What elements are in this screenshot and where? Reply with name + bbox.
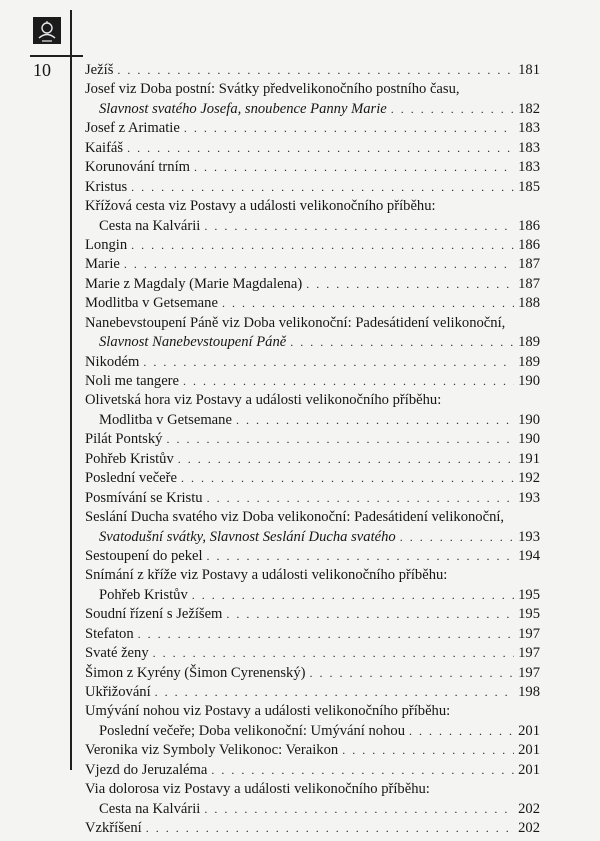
dot-leader xyxy=(236,411,514,430)
entry-title: Svatodušní svátky, Slavnost Seslání Ducha svatého xyxy=(99,528,396,545)
dot-leader xyxy=(226,605,514,624)
entry-page-number: 194 xyxy=(518,547,540,564)
dot-leader xyxy=(211,761,514,780)
entry-title: Vjezd do Jeruzaléma xyxy=(85,761,208,778)
entry-page-number: 183 xyxy=(518,120,540,137)
entry-title: Cesta na Kalvárii xyxy=(99,217,201,234)
entry-page-number: 192 xyxy=(518,470,540,487)
entry-page-number: 186 xyxy=(518,236,540,253)
horizontal-rule xyxy=(30,55,83,57)
entry-page-number: 190 xyxy=(518,411,540,428)
entry-title: Veronika viz Symboly Velikonoc: Veraikon xyxy=(85,742,339,759)
entry-page-number: 189 xyxy=(518,334,540,351)
dot-leader xyxy=(146,819,514,838)
dot-leader xyxy=(155,683,514,702)
entry-title: Ježíš xyxy=(85,62,114,78)
entry-title: Poslední večeře xyxy=(85,470,177,487)
entry-title: Ukřižování xyxy=(85,684,151,700)
index-entry xyxy=(85,761,540,780)
entry-page-number: 202 xyxy=(518,820,540,837)
dot-leader xyxy=(207,489,515,508)
dot-leader xyxy=(204,800,514,819)
entry-page-number: 197 xyxy=(518,664,540,681)
index-entry xyxy=(85,372,540,391)
entry-page-number: 195 xyxy=(518,606,540,623)
index-entry xyxy=(85,119,540,138)
entry-page-number: 198 xyxy=(518,684,540,700)
entry-title: Slavnost svatého Josefa, snoubence Panny Marie xyxy=(99,100,387,117)
index-entry xyxy=(85,780,540,799)
index-entry xyxy=(85,391,540,410)
index-entry xyxy=(85,644,540,663)
entry-title: Sestoupení do pekel xyxy=(85,547,203,564)
dot-leader xyxy=(117,61,514,80)
index-list xyxy=(85,61,540,839)
index-entry xyxy=(85,100,540,119)
dot-leader xyxy=(127,139,514,158)
entry-title: Cesta na Kalvárii xyxy=(99,800,201,817)
entry-page-number: 182 xyxy=(518,100,540,117)
dot-leader xyxy=(194,158,514,177)
dot-leader xyxy=(391,100,514,119)
dot-leader xyxy=(138,625,514,644)
entry-title: Josef z Arimatie xyxy=(85,120,180,137)
index-entry xyxy=(85,333,540,352)
dot-leader xyxy=(153,644,514,663)
entry-title: Pohřeb Kristův xyxy=(99,586,188,603)
entry-title: Stefaton xyxy=(85,625,134,642)
dot-leader xyxy=(400,528,514,547)
entry-page-number: 202 xyxy=(518,800,540,817)
index-entry xyxy=(85,353,540,372)
entry-page-number: 185 xyxy=(518,178,540,195)
entry-page-number: 191 xyxy=(518,450,540,467)
index-entry xyxy=(85,508,540,527)
entry-title: Korunování trním xyxy=(85,159,190,176)
entry-page-number: 188 xyxy=(518,295,540,312)
index-entry xyxy=(85,683,540,702)
index-entry xyxy=(85,605,540,624)
index-entry xyxy=(85,294,540,313)
index-entry xyxy=(85,430,540,449)
index-entry xyxy=(85,741,540,760)
entry-page-number: 187 xyxy=(518,256,540,273)
dot-leader xyxy=(131,178,514,197)
index-entry xyxy=(85,178,540,197)
dot-leader xyxy=(290,333,514,352)
index-entry xyxy=(85,702,540,721)
index-entry xyxy=(85,469,540,488)
entry-title: Josef viz Doba postní: Svátky předvelikonočního postního času, xyxy=(85,81,460,98)
index-entry xyxy=(85,139,540,158)
index-entry xyxy=(85,800,540,819)
dot-leader xyxy=(181,469,514,488)
index-entry xyxy=(85,217,540,236)
dot-leader xyxy=(204,217,514,236)
entry-title: Kristus xyxy=(85,178,128,195)
entry-title: Soudní řízení s Ježíšem xyxy=(85,606,223,623)
entry-title: Modlitba v Getsemane xyxy=(99,411,232,428)
entry-title: Kaifáš xyxy=(85,139,124,156)
entry-title: Nanebevstoupení Páně viz Doba velikonoční: Padesátidení velikonoční, xyxy=(85,314,506,331)
entry-page-number: 183 xyxy=(518,159,540,176)
index-entry xyxy=(85,411,540,430)
dot-leader xyxy=(143,353,514,372)
index-entry xyxy=(85,819,540,838)
entry-title: Umývání nohou viz Postavy a události velikonočního příběhu: xyxy=(85,703,451,720)
dot-leader xyxy=(306,275,514,294)
page-number: 10 xyxy=(33,60,51,80)
index-entry xyxy=(85,566,540,585)
entry-title: Svaté ženy xyxy=(85,645,149,662)
index-entry xyxy=(85,664,540,683)
index-entry xyxy=(85,450,540,469)
dot-leader xyxy=(178,450,514,469)
entry-page-number: 181 xyxy=(518,62,540,78)
entry-title: Pilát Pontský xyxy=(85,431,163,448)
entry-title: Marie xyxy=(85,256,120,273)
publisher-logo-icon xyxy=(33,17,61,44)
dot-leader xyxy=(124,255,514,274)
vertical-rule xyxy=(70,10,72,770)
entry-title: Marie z Magdaly (Marie Magdalena) xyxy=(85,275,303,292)
entry-title: Posmívání se Kristu xyxy=(85,489,203,506)
index-entry xyxy=(85,275,540,294)
entry-title: Olivetská hora viz Postavy a události velikonočního příběhu: xyxy=(85,392,442,409)
index-entry xyxy=(85,158,540,177)
entry-page-number: 190 xyxy=(518,431,540,448)
index-entry xyxy=(85,61,540,80)
index-entry xyxy=(85,197,540,216)
entry-title: Noli me tangere xyxy=(85,373,180,389)
index-entry xyxy=(85,586,540,605)
entry-page-number: 193 xyxy=(518,489,540,506)
entry-title: Šimon z Kyrény (Šimon Cyrenenský) xyxy=(85,664,306,681)
dot-leader xyxy=(131,236,514,255)
index-entry xyxy=(85,236,540,255)
dot-leader xyxy=(184,119,514,138)
entry-title: Nikodém xyxy=(85,353,140,370)
entry-title: Slavnost Nanebevstoupení Páně xyxy=(99,334,287,351)
entry-page-number: 187 xyxy=(518,275,540,292)
dot-leader xyxy=(166,430,514,449)
index-entry xyxy=(85,625,540,644)
index-entry xyxy=(85,547,540,566)
index-entry xyxy=(85,528,540,547)
entry-page-number: 189 xyxy=(518,353,540,370)
index-entry xyxy=(85,314,540,333)
entry-page-number: 186 xyxy=(518,217,540,234)
entry-page-number: 195 xyxy=(518,586,540,603)
entry-title: Poslední večeře; Doba velikonoční: Umývání nohou xyxy=(99,722,405,739)
dot-leader xyxy=(222,294,514,313)
entry-page-number: 193 xyxy=(518,528,540,545)
entry-title: Via dolorosa viz Postavy a události velikonočního příběhu: xyxy=(85,781,430,798)
entry-title: Modlitba v Getsemane xyxy=(85,295,218,312)
index-entry xyxy=(85,722,540,741)
entry-title: Snímání z kříže viz Postavy a události velikonočního příběhu: xyxy=(85,567,448,584)
index-entry xyxy=(85,489,540,508)
entry-page-number: 201 xyxy=(518,742,540,759)
entry-title: Vzkříšení xyxy=(85,820,142,837)
index-entry xyxy=(85,80,540,99)
entry-title: Longin xyxy=(85,236,128,253)
entry-title: Křížová cesta viz Postavy a události velikonočního příběhu: xyxy=(85,198,436,215)
entry-page-number: 183 xyxy=(518,139,540,156)
entry-page-number: 197 xyxy=(518,645,540,662)
entry-page-number: 201 xyxy=(518,722,540,739)
dot-leader xyxy=(207,547,515,566)
dot-leader xyxy=(342,741,514,760)
entry-title: Pohřeb Kristův xyxy=(85,450,174,467)
dot-leader xyxy=(183,372,514,391)
entry-page-number: 197 xyxy=(518,625,540,642)
dot-leader xyxy=(310,664,515,683)
dot-leader xyxy=(192,586,514,605)
entry-title: Seslání Ducha svatého viz Doba velikonoční: Padesátidení velikonoční, xyxy=(85,509,505,526)
entry-page-number: 190 xyxy=(518,373,540,389)
entry-page-number: 201 xyxy=(518,761,540,778)
dot-leader xyxy=(409,722,514,741)
index-entry xyxy=(85,255,540,274)
